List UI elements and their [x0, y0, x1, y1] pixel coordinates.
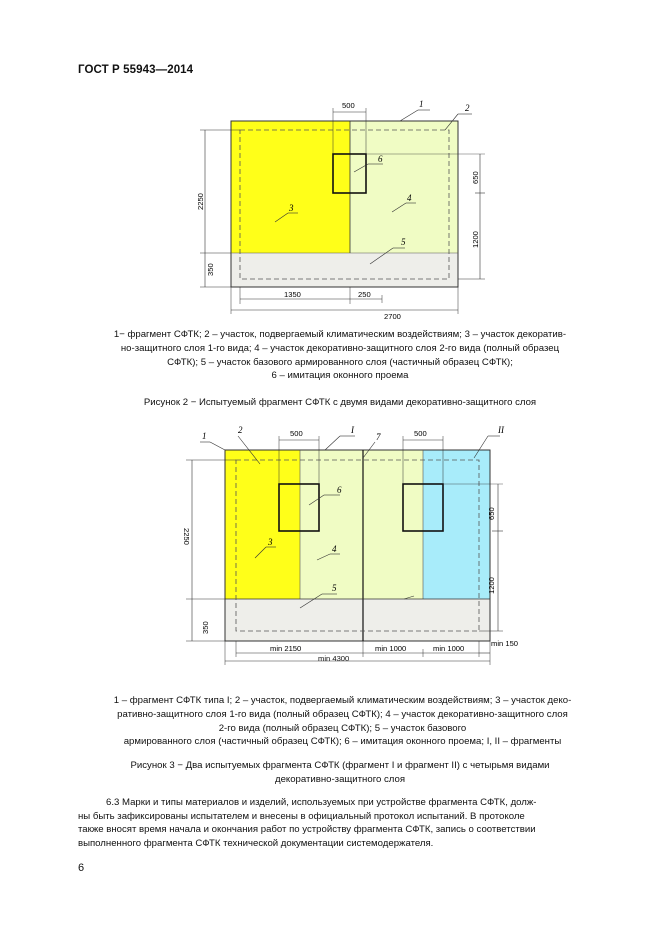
label-6: 6: [337, 485, 342, 495]
figure-3-title-line-2: декоративно-защитного слоя: [274, 773, 406, 785]
paragraph-line-3: также вносят время начала и окончания работ по устройству фрагмента СФТК, запись о соответствии: [78, 824, 536, 836]
figure-3-legend-line-3: 2-го вида (полный образец СФТК); 5 – участок базового: [218, 722, 467, 734]
figure-3-legend-line-1: 1 – фрагмент СФТК типа I; 2 – участок, подвергаемый климатическим воздействиям; 3 – участок деко-: [113, 695, 572, 706]
dim-min-2150: min 2150: [270, 644, 302, 653]
dim-650: 650: [471, 171, 480, 184]
dim-1350: 1350: [284, 290, 301, 299]
paragraph-line-2: ны быть зафиксированы испытателем и внесены в официальный протокол испытаний. В протоколе: [78, 810, 525, 822]
dim-500-right: 500: [414, 429, 427, 438]
dim-2250: 2250: [196, 193, 205, 210]
dim-1200: 1200: [487, 577, 496, 594]
figure-3-legend-line-4: армированного слоя (частичный образец СФТК); 6 – имитация оконного проема; I, II – фрагменты: [123, 736, 562, 748]
dim-2700: 2700: [384, 312, 401, 321]
document-header: ГОСТ Р 55943—2014: [78, 64, 194, 76]
zone-5-base-layer: [225, 599, 490, 641]
label-4: 4: [407, 193, 412, 203]
figure-3-legend-line-2: ративно-защитного слоя 1-го вида (полный образец СФТК); 4 – участок декоративно-защитного слоя: [117, 708, 568, 720]
figure-3-title-line-1: Рисунок 3 − Два испытуемых фрагмента СФТК (фрагмент I и фрагмент II) с четырьмя видами: [130, 760, 550, 771]
figure-2-legend-line-4: 6 – имитация оконного проема: [271, 370, 409, 382]
label-2: 2: [465, 103, 470, 113]
dim-min-150: min 150: [491, 639, 519, 648]
figure-3-drawing: [170, 420, 519, 665]
label-1: 1: [419, 99, 424, 109]
figure-2-legend-line-2: но-защитного слоя 1-го вида; 4 – участок декоративно-защитного слоя 2-го вида (полный образец: [120, 342, 560, 354]
figure-2-legend-line-3: СФТК); 5 – участок базового армированного слоя (частичный образец СФТК);: [167, 356, 513, 368]
zone-blue: [423, 450, 490, 599]
dim-min-4300-label: min 4300: [318, 654, 350, 663]
label-2: 2: [238, 425, 243, 435]
dim-350: 350: [201, 621, 210, 634]
label-II: II: [498, 425, 504, 435]
label-7: 7: [376, 432, 381, 442]
zone-4-light-green-right: [363, 450, 423, 599]
dim-1200: 1200: [471, 231, 480, 248]
dim-500-left: 500: [290, 429, 303, 438]
dim-min-1000-right: min 1000: [433, 644, 465, 653]
label-4: 4: [332, 544, 337, 554]
zone-5-base-layer: [231, 253, 458, 287]
zone-4-light-green-left: [300, 450, 363, 599]
label-1: 1: [202, 431, 207, 441]
figure-3-title: [60, 759, 620, 787]
paragraph-line-1: 6.3 Марки и типы материалов и изделий, используемых при устройстве фрагмента СФТК, долж-: [106, 797, 537, 808]
paragraph-6-3: [78, 796, 616, 850]
label-5: 5: [401, 237, 406, 247]
label-I: I: [351, 425, 354, 435]
dim-350: 350: [206, 263, 215, 276]
label-6: 6: [378, 154, 383, 164]
label-5: 5: [332, 583, 337, 593]
dim-min-1000-left: min 1000: [375, 644, 407, 653]
dim-2250: 2250: [182, 528, 191, 545]
figure-2-legend: [70, 328, 610, 383]
dim-250: 250: [358, 290, 371, 299]
page-number: 6: [78, 862, 85, 874]
figure-2-legend-line-1: 1− фрагмент СФТК; 2 – участок, подвергаемый климатическим воздействиям; 3 – участок декоратив-: [113, 329, 567, 340]
figure-2-drawing: [180, 92, 490, 322]
label-3: 3: [289, 203, 294, 213]
figure-3-legend: [70, 694, 615, 749]
dim-500: 500: [342, 101, 355, 110]
zone-3-yellow: [231, 121, 350, 253]
dim-650: 650: [487, 507, 496, 520]
label-3: 3: [268, 537, 273, 547]
paragraph-line-4: выполненного фрагмента СФТК технической документации системодержателя.: [78, 837, 434, 849]
figure-2-title: Рисунок 2 − Испытуемый фрагмент СФТК с двумя видами декоративно-защитного слоя: [143, 397, 537, 408]
